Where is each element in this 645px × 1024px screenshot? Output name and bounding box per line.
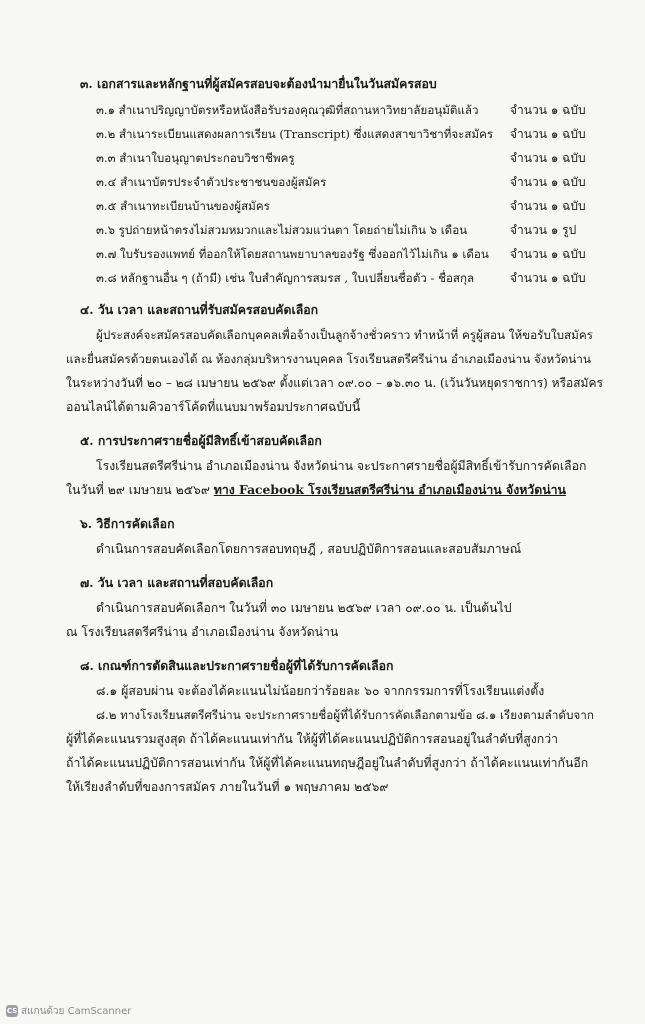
facebook-link[interactable]: ทาง Facebook โรงเรียนสตรีศรีน่าน อำเภอเมืองน่าน จังหวัดน่าน: [213, 482, 566, 497]
doc-item-qty: จำนวน ๑ ฉบับ: [510, 199, 586, 213]
camscanner-text: สแกนด้วย CamScanner: [21, 1006, 132, 1017]
doc-item-label: ๓.๔ สำเนาบัตรประจำตัวประชาชนของผู้สมัคร: [96, 175, 327, 189]
doc-item-3-4: [96, 174, 601, 190]
section8-line-2: ๘.๒ ทางโรงเรียนสตรีศรีน่าน จะประกาศรายชื่อผู้ที่ได้รับการคัดเลือกตามข้อ ๘.๑ เรียงตามลำดับจาก: [96, 708, 594, 722]
doc-item-qty: จำนวน ๑ รูป: [510, 223, 577, 237]
doc-item-qty: จำนวน ๑ ฉบับ: [510, 271, 586, 285]
section8-heading: ๘. เกณฑ์การตัดสินและประกาศรายชื่อผู้ที่ได้รับการคัดเลือก: [80, 658, 394, 673]
section5-date-text: ในวันที่ ๒๙ เมษายน ๒๕๖๙: [66, 483, 214, 497]
section4-heading: ๔. วัน เวลา และสถานที่รับสมัครสอบคัดเลือก: [80, 302, 319, 317]
doc-item-label: ๓.๕ สำเนาทะเบียนบ้านของผู้สมัคร: [96, 199, 270, 213]
section8-line-5: ให้เรียงลำดับที่ของการสมัคร ภายในวันที่ ๑ พฤษภาคม ๒๕๖๙: [66, 780, 389, 794]
doc-item-qty: จำนวน ๑ ฉบับ: [510, 247, 586, 261]
section4-line-4: ออนไลน์ได้ตามคิวอาร์โค้ดที่แนบมาพร้อมประกาศฉบับนี้: [66, 400, 361, 414]
doc-item-3-5: [96, 198, 601, 214]
camscanner-logo-icon: CS: [6, 1007, 18, 1015]
section4-line-3: ในระหว่างวันที่ ๒๐ – ๒๘ เมษายน ๒๕๖๙ ตั้งแต่เวลา ๐๙.๐๐ – ๑๖.๓๐ น. (เว้นวันหยุดราชการ) หรือสมัคร: [66, 376, 603, 390]
doc-item-qty: จำนวน ๑ ฉบับ: [510, 151, 586, 165]
doc-item-label: ๓.๗ ใบรับรองแพทย์ ที่ออกให้โดยสถานพยาบาลของรัฐ ซึ่งออกไว้ไม่เกิน ๑ เดือน: [96, 247, 489, 261]
doc-item-3-6: [96, 222, 601, 238]
section4-line-2: และยื่นสมัครด้วยตนเองได้ ณ ห้องกลุ่มบริหารงานบุคคล โรงเรียนสตรีศรีน่าน อำเภอเมืองน่าน จังหวัดน่าน: [66, 352, 591, 366]
section7-heading: ๗. วัน เวลา และสถานที่สอบคัดเลือก: [80, 575, 274, 590]
section6-line-1: ดำเนินการสอบคัดเลือกโดยการสอบทฤษฎี , สอบปฏิบัติการสอนและสอบสัมภาษณ์: [96, 542, 522, 556]
camscanner-watermark: [6, 1004, 131, 1019]
doc-item-label: ๓.๖ รูปถ่ายหน้าตรงไม่สวมหมวกและไม่สวมแว่นตา โดยถ่ายไม่เกิน ๖ เดือน: [96, 223, 468, 237]
doc-item-3-7: [96, 246, 601, 262]
doc-item-qty: จำนวน ๑ ฉบับ: [510, 127, 586, 141]
section7-line-2: ณ โรงเรียนสตรีศรีน่าน อำเภอเมืองน่าน จังหวัดน่าน: [66, 625, 339, 639]
section7-line-1: ดำเนินการสอบคัดเลือกฯ ในวันที่ ๓๐ เมษายน ๒๕๖๙ เวลา ๐๙.๐๐ น. เป็นต้นไป: [96, 601, 512, 615]
section8-line-1: ๘.๑ ผู้สอบผ่าน จะต้องได้คะแนนไม่น้อยกว่าร้อยละ ๖๐ จากกรรมการที่โรงเรียนแต่งตั้ง: [96, 684, 545, 698]
section5-line-1: โรงเรียนสตรีศรีน่าน อำเภอเมืองน่าน จังหวัดน่าน จะประกาศรายชื่อผู้มีสิทธิ์เข้ารับการคัดเลือก: [96, 459, 587, 473]
section5-line-2: [66, 482, 566, 498]
section8-line-4: ถ้าได้คะแนนปฏิบัติการสอนเท่ากัน ให้ผู้ที่ได้คะแนนทฤษฎีอยู่ในลำดับที่สูงกว่า ถ้าได้คะแนนเท่ากันอีก: [66, 756, 589, 770]
doc-item-3-8: [96, 270, 601, 286]
doc-item-qty: จำนวน ๑ ฉบับ: [510, 103, 586, 117]
doc-item-3-3: [96, 150, 601, 166]
section3-heading: ๓. เอกสารและหลักฐานที่ผู้สมัครสอบจะต้องนำมายื่นในวันสมัครสอบ: [80, 76, 437, 91]
section5-heading: ๕. การประกาศรายชื่อผู้มีสิทธิ์เข้าสอบคัดเลือก: [80, 433, 322, 448]
section4-line-1: ผู้ประสงค์จะสมัครสอบคัดเลือกบุคคลเพื่อจ้างเป็นลูกจ้างชั่วคราว ทำหน้าที่ ครูผู้สอน ให้ขอรับใบสมัคร: [96, 328, 593, 342]
doc-item-3-1: [96, 102, 601, 118]
section6-heading: ๖. วิธีการคัดเลือก: [80, 516, 175, 531]
doc-item-label: ๓.๒ สำเนาระเบียนแสดงผลการเรียน (Transcript) ซึ่งแสดงสาขาวิชาที่จะสมัคร: [96, 127, 494, 141]
doc-item-3-2: [96, 126, 601, 142]
doc-item-label: ๓.๘ หลักฐานอื่น ๆ (ถ้ามี) เช่น ใบสำคัญการสมรส , ใบเปลี่ยนชื่อตัว - ชื่อสกุล: [96, 271, 475, 285]
doc-item-label: ๓.๑ สำเนาปริญญาบัตรหรือหนังสือรับรองคุณวุฒิที่สถานหาวิทยาลัยอนุมัติแล้ว: [96, 103, 479, 117]
doc-item-qty: จำนวน ๑ ฉบับ: [510, 175, 586, 189]
section8-line-3: ผู้ที่ได้คะแนนรวมสูงสุด ถ้าได้คะแนนเท่ากัน ให้ผู้ที่ได้คะแนนปฏิบัติการสอนอยู่ในลำดับที่สูงกว่า: [66, 732, 559, 746]
doc-item-label: ๓.๓ สำเนาใบอนุญาตประกอบวิชาชีพครู: [96, 151, 295, 165]
